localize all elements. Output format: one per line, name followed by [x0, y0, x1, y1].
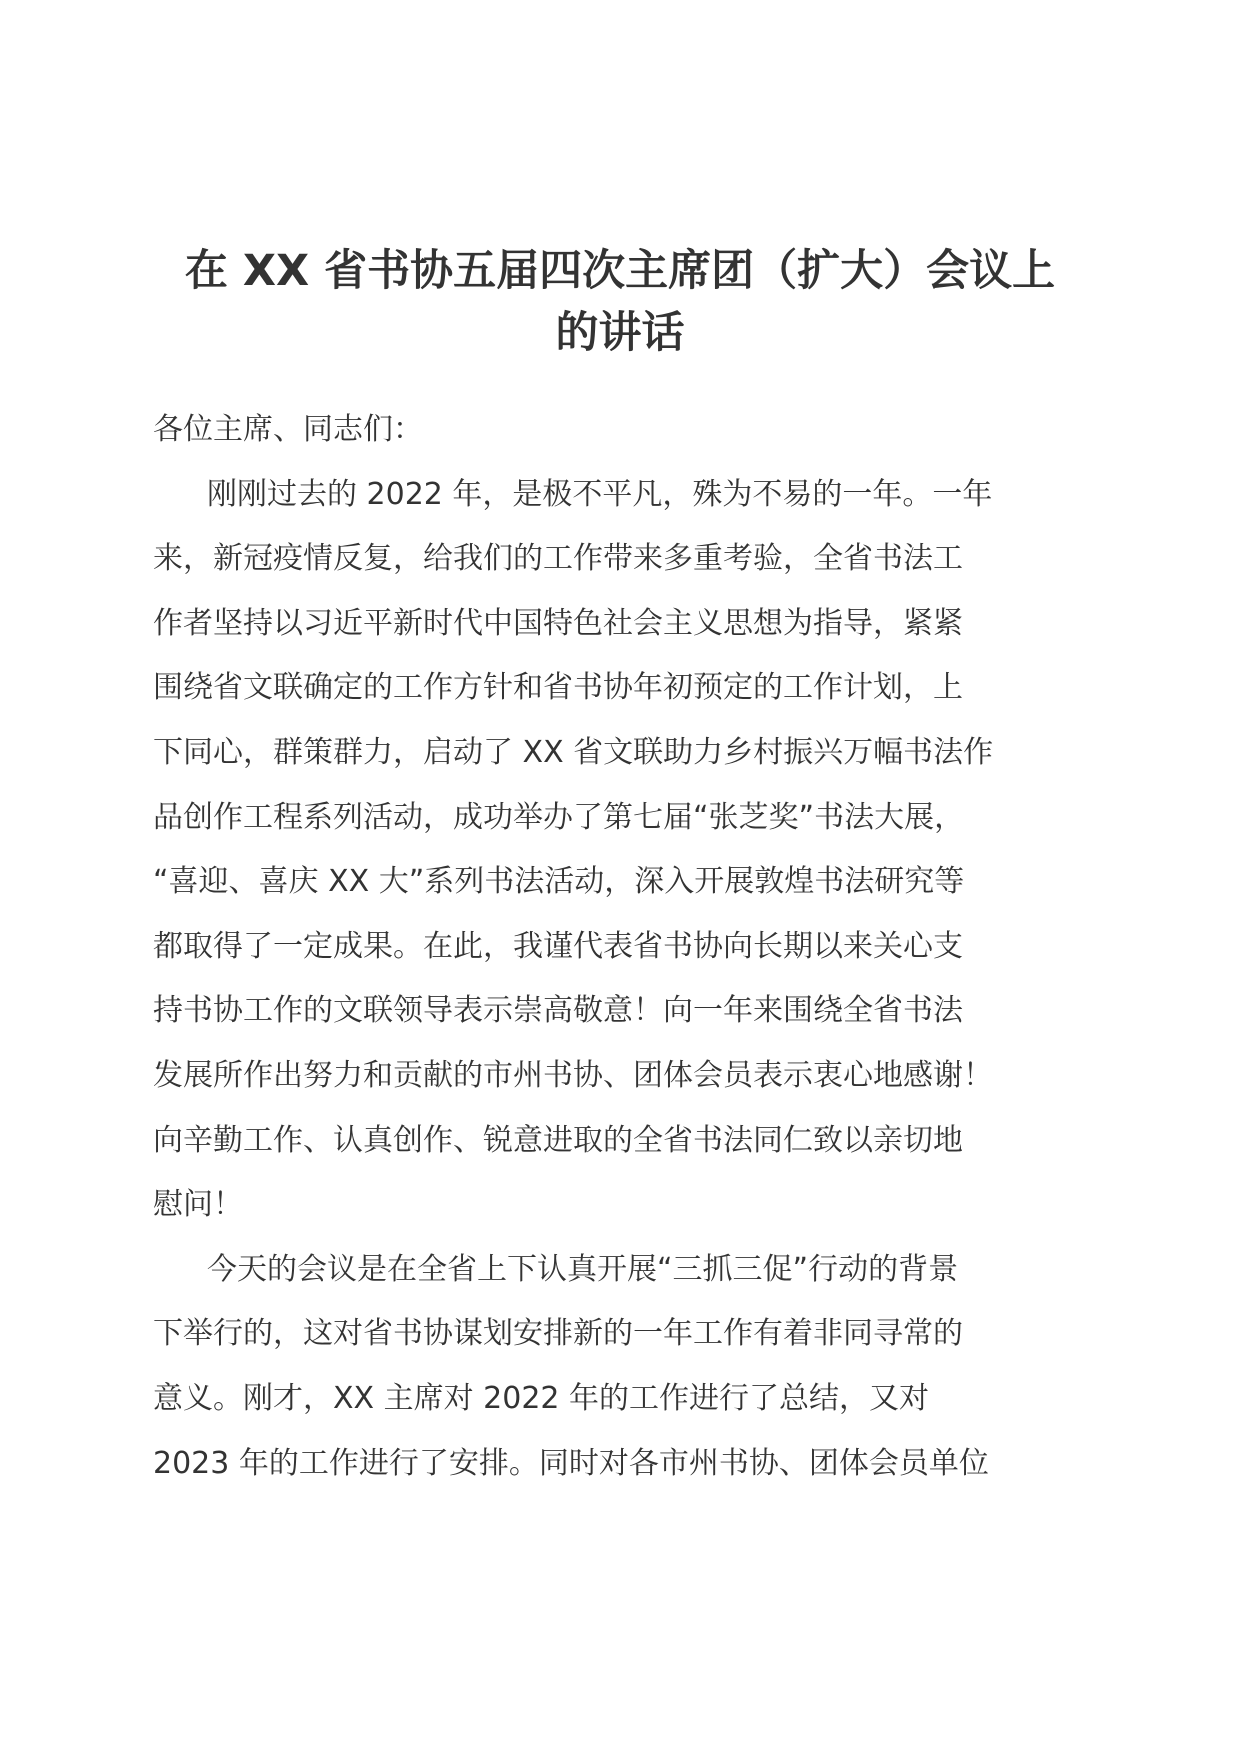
paragraph-line: 品创作工程系列活动，成功举办了第七届“张芝奖”书法大展，	[153, 799, 965, 835]
title-line-1: 在 XX 省书协五届四次主席团（扩大）会议上	[184, 246, 1056, 296]
paragraph-line: 都取得了一定成果。在此，我谨代表省书协向长期以来关心支	[153, 928, 963, 964]
paragraph-line: 发展所作出努力和贡献的市州书协、团体会员表示衷心地感谢！	[153, 1057, 993, 1093]
paragraph-line: 下同心，群策群力，启动了 XX 省文联助力乡村振兴万幅书法作	[153, 734, 994, 770]
paragraph-line: 意义。刚才，XX 主席对 2022 年的工作进行了总结，又对	[153, 1380, 930, 1416]
paragraph-line: 2023 年的工作进行了安排。同时对各市州书协、团体会员单位	[153, 1445, 989, 1481]
paragraph-line: 慰问！	[153, 1187, 243, 1223]
paragraph-line: 作者坚持以习近平新时代中国特色社会主义思想为指导，紧紧	[153, 605, 963, 641]
document-body	[153, 398, 1093, 1496]
document-title	[150, 240, 1090, 364]
salutation: 各位主席、同志们：	[153, 412, 423, 447]
paragraph-line: 向辛勤工作、认真创作、锐意进取的全省书法同仁致以亲切地	[153, 1122, 963, 1158]
paragraph-line: 持书协工作的文联领导表示崇高敬意！向一年来围绕全省书法	[153, 993, 963, 1029]
paragraph-1	[153, 463, 1093, 1238]
paragraph-2	[153, 1238, 1093, 1496]
paragraph-line: 今天的会议是在全省上下认真开展“三抓三促”行动的背景	[207, 1251, 959, 1287]
paragraph-line: 来，新冠疫情反复，给我们的工作带来多重考验，全省书法工	[153, 541, 963, 577]
paragraph-line: 围绕省文联确定的工作方针和省书协年初预定的工作计划，上	[153, 670, 963, 706]
paragraph-line: 刚刚过去的 2022 年，是极不平凡，殊为不易的一年。一年	[207, 476, 993, 512]
paragraph-line: “喜迎、喜庆 XX 大”系列书法活动，深入开展敦煌书法研究等	[153, 864, 965, 900]
paragraph-line: 下举行的，这对省书协谋划安排新的一年工作有着非同寻常的	[153, 1316, 963, 1352]
title-line-2: 的讲话	[555, 308, 685, 358]
